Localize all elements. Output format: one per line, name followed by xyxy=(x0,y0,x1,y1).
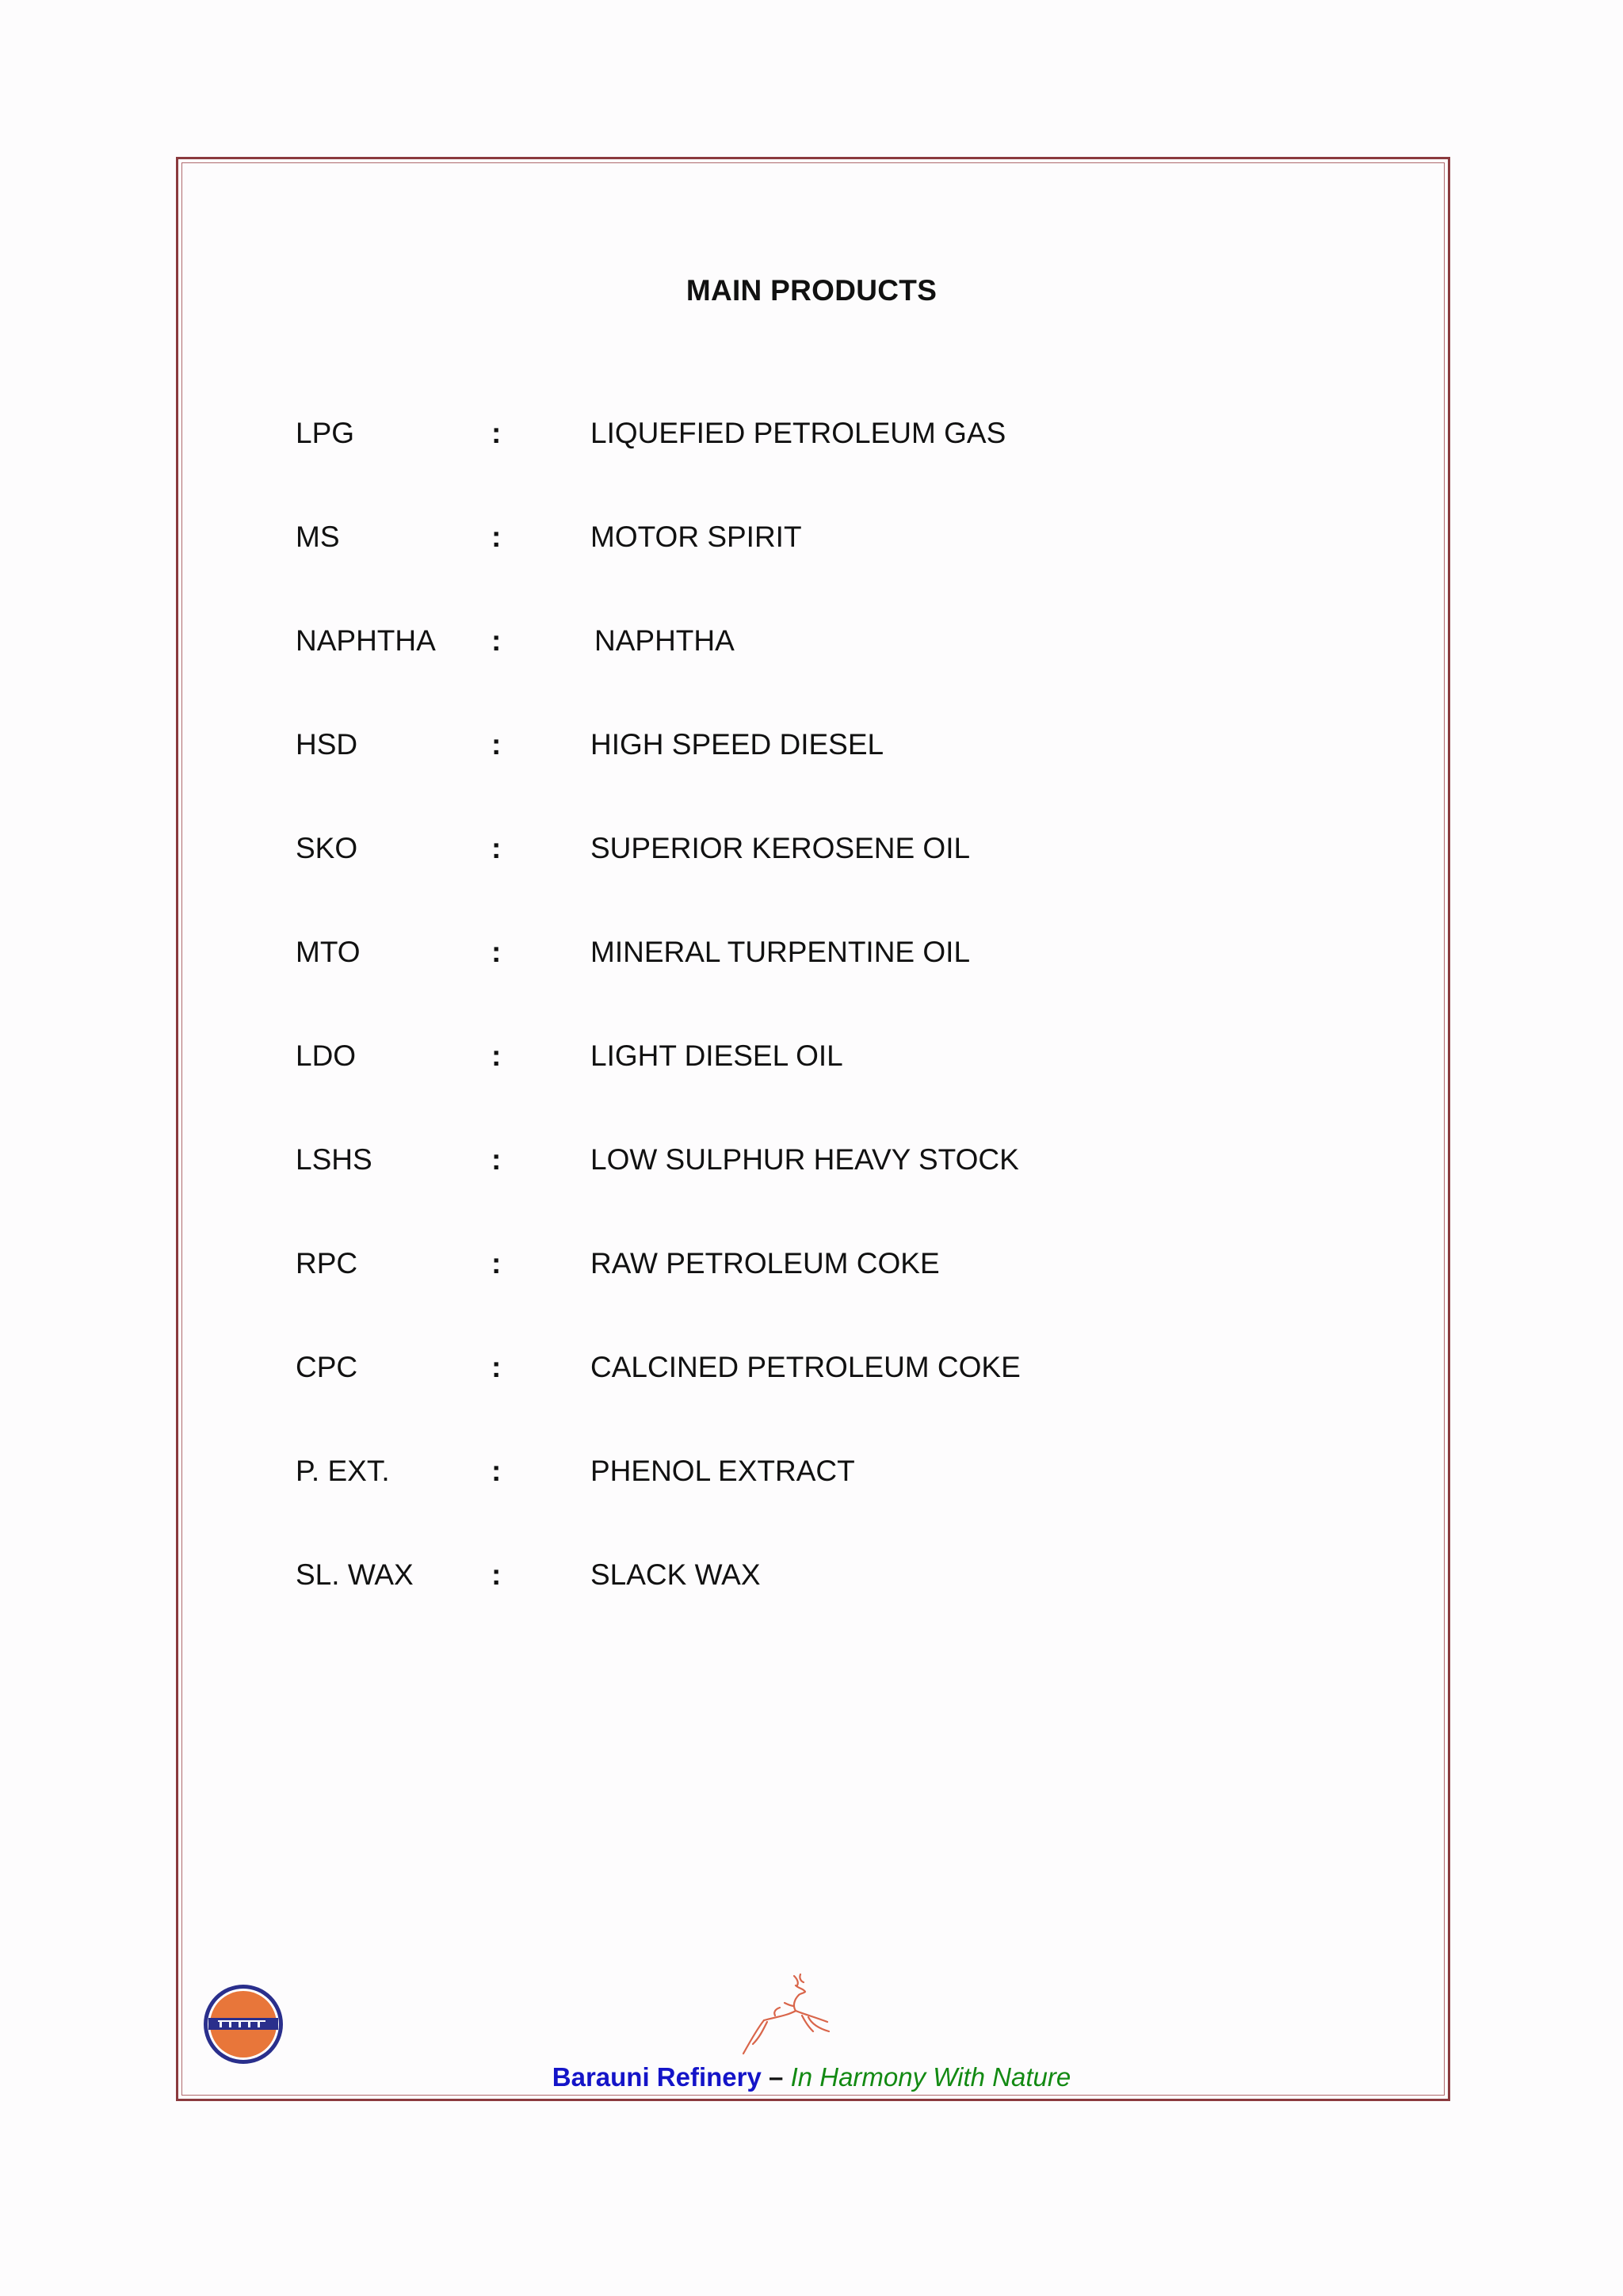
footer-brand: Barauni Refinery xyxy=(552,2062,762,2092)
separator: : xyxy=(491,417,502,449)
product-row xyxy=(0,517,1623,557)
page-title: MAIN PRODUCTS xyxy=(685,274,938,307)
product-row xyxy=(0,1244,1623,1283)
product-abbreviation: LPG xyxy=(296,417,355,449)
separator: : xyxy=(491,1247,502,1280)
separator: : xyxy=(491,624,502,657)
separator: : xyxy=(491,1455,502,1487)
product-full-name: NAPHTHA xyxy=(594,624,735,657)
separator: : xyxy=(491,521,502,553)
product-row xyxy=(0,725,1623,765)
separator: : xyxy=(491,936,502,968)
product-full-name: PHENOL EXTRACT xyxy=(590,1455,855,1487)
deer-emblem-icon xyxy=(735,1971,840,2063)
product-row xyxy=(0,1348,1623,1387)
separator: : xyxy=(491,832,502,864)
separator: : xyxy=(491,1039,502,1072)
product-row xyxy=(0,1036,1623,1076)
product-abbreviation: HSD xyxy=(296,728,358,761)
product-full-name: RAW PETROLEUM COKE xyxy=(590,1247,940,1280)
product-row xyxy=(0,829,1623,868)
product-full-name: LIGHT DIESEL OIL xyxy=(590,1039,843,1072)
product-abbreviation: MS xyxy=(296,521,340,553)
separator: : xyxy=(491,1143,502,1176)
product-full-name: HIGH SPEED DIESEL xyxy=(590,728,884,761)
product-abbreviation: P. EXT. xyxy=(296,1455,390,1487)
separator: : xyxy=(491,1351,502,1383)
product-abbreviation: CPC xyxy=(296,1351,358,1383)
product-abbreviation: MTO xyxy=(296,936,361,968)
product-full-name: MOTOR SPIRIT xyxy=(590,521,802,553)
footer-tagline xyxy=(0,2062,1623,2092)
product-row xyxy=(0,621,1623,661)
product-abbreviation: NAPHTHA xyxy=(296,624,436,657)
separator: : xyxy=(491,728,502,761)
product-row xyxy=(0,1451,1623,1491)
product-full-name: CALCINED PETROLEUM COKE xyxy=(590,1351,1021,1383)
product-abbreviation: RPC xyxy=(296,1247,358,1280)
product-abbreviation: SKO xyxy=(296,832,358,864)
product-full-name: LIQUEFIED PETROLEUM GAS xyxy=(590,417,1006,449)
product-row xyxy=(0,1555,1623,1595)
product-abbreviation: LSHS xyxy=(296,1143,372,1176)
indianoil-logo-icon xyxy=(202,1983,285,2065)
product-full-name: LOW SULPHUR HEAVY STOCK xyxy=(590,1143,1019,1176)
footer-dash: – xyxy=(769,2062,784,2092)
product-abbreviation: LDO xyxy=(296,1039,357,1072)
product-full-name: SLACK WAX xyxy=(590,1558,761,1591)
product-full-name: SUPERIOR KEROSENE OIL xyxy=(590,832,971,864)
product-row xyxy=(0,414,1623,453)
product-abbreviation: SL. WAX xyxy=(296,1558,414,1591)
product-row xyxy=(0,1140,1623,1180)
product-full-name: MINERAL TURPENTINE OIL xyxy=(590,936,971,968)
separator: : xyxy=(491,1558,502,1591)
footer-motto: In Harmony With Nature xyxy=(790,2062,1071,2092)
product-row xyxy=(0,933,1623,972)
